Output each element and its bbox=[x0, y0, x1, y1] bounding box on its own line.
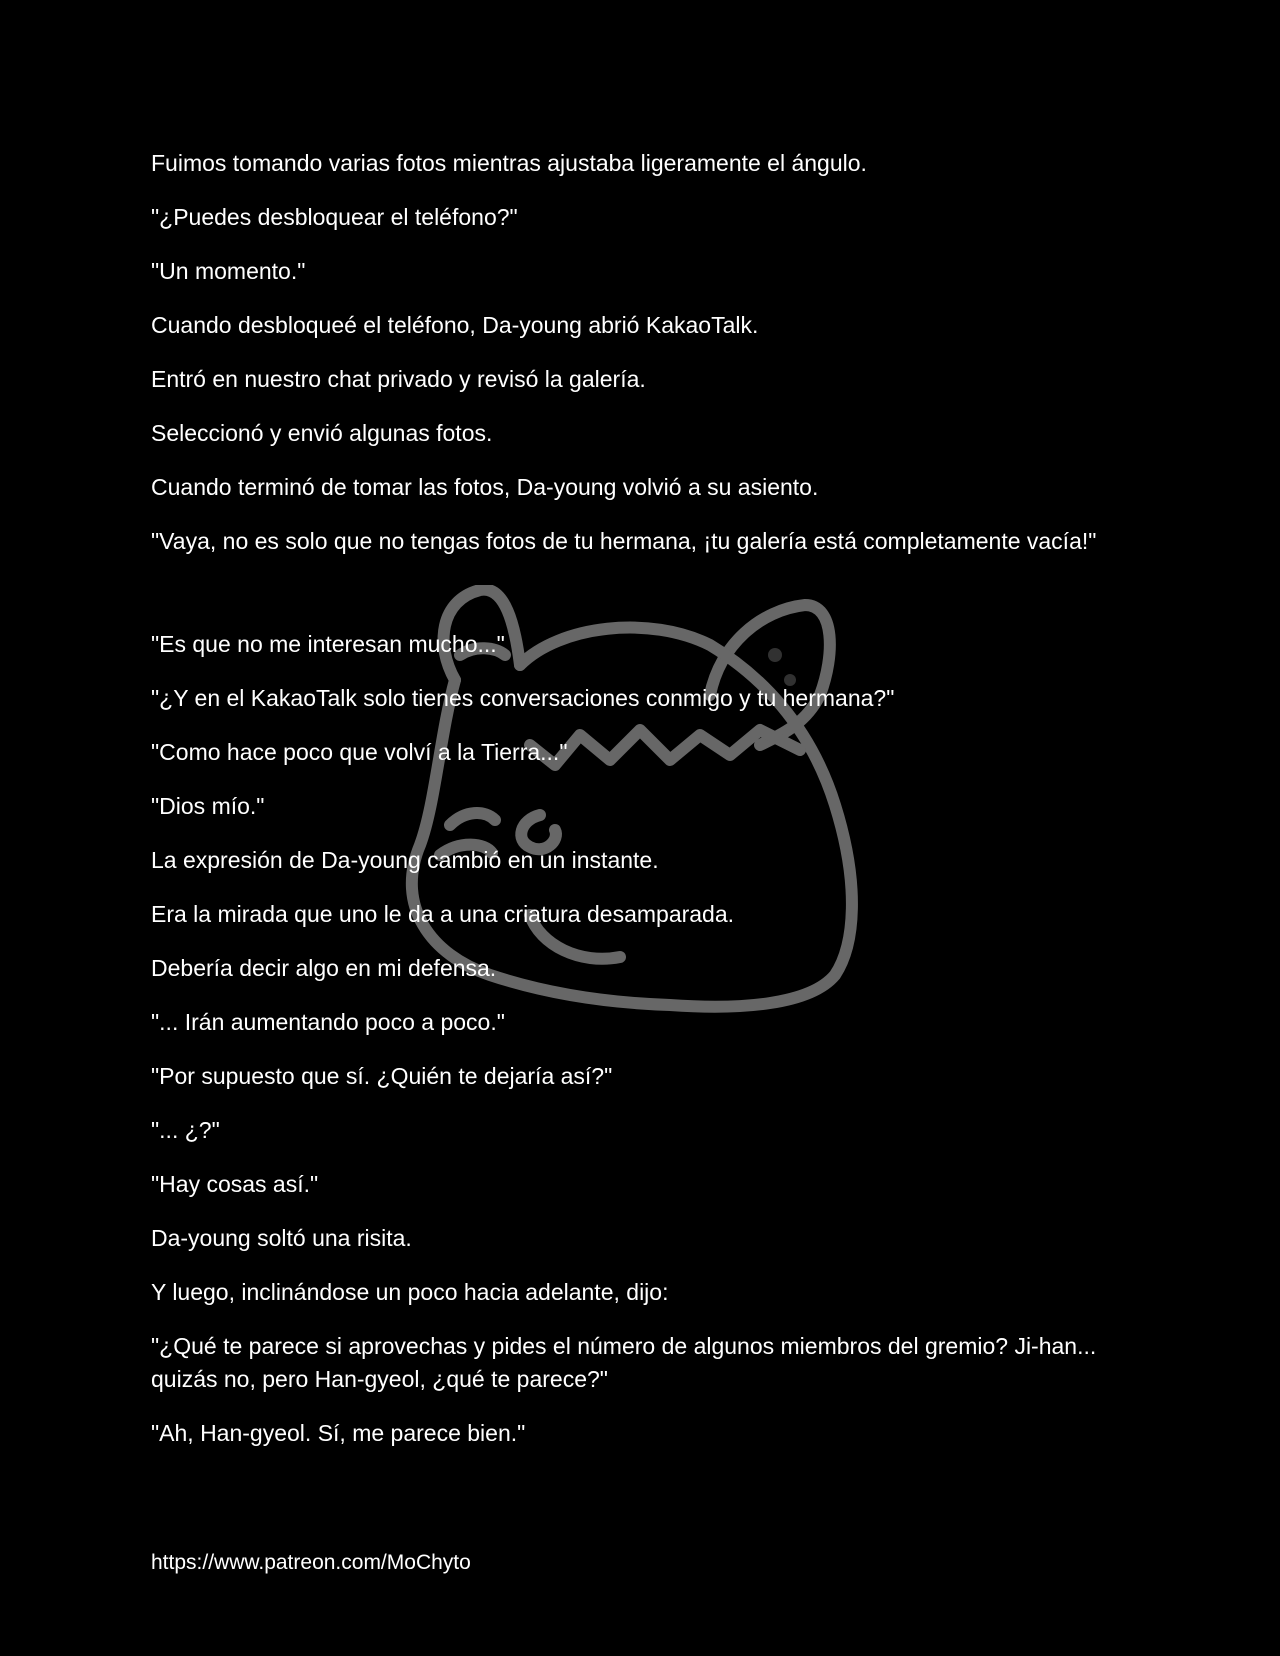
paragraph: "¿Y en el KakaoTalk solo tienes conversaciones conmigo y tu hermana?" bbox=[151, 685, 895, 711]
paragraph: "Vaya, no es solo que no tengas fotos de tu hermana, ¡tu galería está completamente vacía!" bbox=[151, 528, 1097, 554]
paragraph: "Por supuesto que sí. ¿Quién te dejaría así?" bbox=[151, 1063, 613, 1089]
paragraph: La expresión de Da-young cambió en un instante. bbox=[151, 847, 659, 873]
paragraph: "Es que no me interesan mucho..." bbox=[151, 631, 505, 657]
paragraph: Entró en nuestro chat privado y revisó la galería. bbox=[151, 366, 646, 392]
paragraph: "... ¿?" bbox=[151, 1117, 220, 1143]
paragraph: Da-young soltó una risita. bbox=[151, 1225, 412, 1251]
story-text bbox=[151, 147, 1131, 1471]
paragraph: "¿Qué te parece si aprovechas y pides el número de algunos miembros del gremio? Ji-han... quizás no, pero Han-gyeol, ¿qué te parece?" bbox=[151, 1333, 1097, 1392]
paragraph: "... Irán aumentando poco a poco." bbox=[151, 1009, 505, 1035]
paragraph: "Un momento." bbox=[151, 258, 306, 284]
paragraph: "Dios mío." bbox=[151, 793, 265, 819]
patreon-link[interactable]: https://www.patreon.com/MoChyto bbox=[151, 1551, 471, 1574]
paragraph: Fuimos tomando varias fotos mientras ajustaba ligeramente el ángulo. bbox=[151, 150, 867, 176]
paragraph: Cuando terminó de tomar las fotos, Da-young volvió a su asiento. bbox=[151, 474, 819, 500]
paragraph: Y luego, inclinándose un poco hacia adelante, dijo: bbox=[151, 1279, 669, 1305]
paragraph: Era la mirada que uno le da a una criatura desamparada. bbox=[151, 901, 735, 927]
paragraph: Debería decir algo en mi defensa. bbox=[151, 955, 497, 981]
paragraph: "Hay cosas así." bbox=[151, 1171, 319, 1197]
paragraph: "Ah, Han-gyeol. Sí, me parece bien." bbox=[151, 1420, 526, 1446]
paragraph: "¿Puedes desbloquear el teléfono?" bbox=[151, 204, 518, 230]
paragraph: "Como hace poco que volví a la Tierra..." bbox=[151, 739, 568, 765]
paragraph: Seleccionó y envió algunas fotos. bbox=[151, 420, 493, 446]
paragraph: Cuando desbloqueé el teléfono, Da-young abrió KakaoTalk. bbox=[151, 312, 759, 338]
